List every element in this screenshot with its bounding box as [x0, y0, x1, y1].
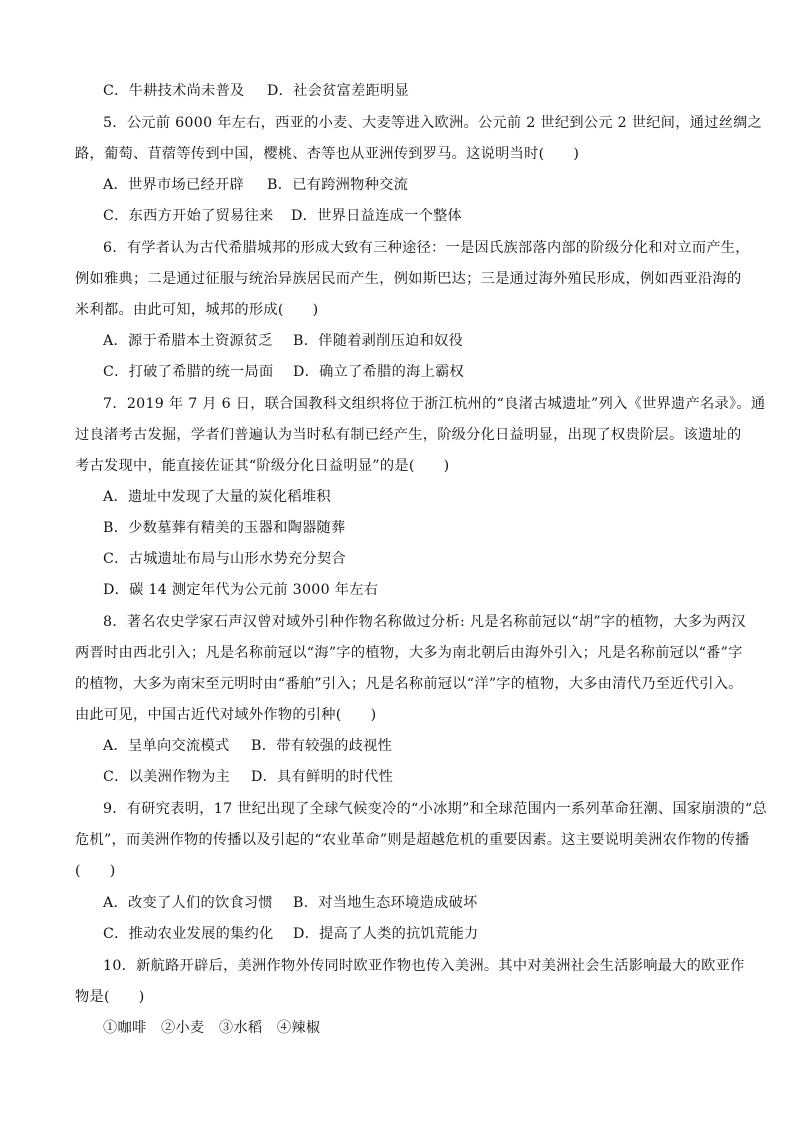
q4-options-cd	[103, 81, 410, 101]
q7-option-b: B．少数墓葬有精美的玉器和陶器随葬	[103, 520, 346, 536]
q7-option-a: A．遗址中发现了大量的炭化稻堆积	[103, 489, 331, 505]
q5-option-d: D．世界日益连成一个整体	[291, 208, 463, 224]
q9-option-b: B．对当地生态环境造成破坏	[293, 895, 478, 911]
q6-stem-line3: 米利都。由此可知，城邦的形成( )	[75, 302, 319, 318]
q8-options-ab	[103, 736, 393, 756]
q6-option-b: B．伴随着剥削压迫和奴役	[293, 333, 464, 349]
q9-options-cd	[103, 924, 479, 944]
q8-stem-line3: 的植物，大多为南宋至元明时由“番舶”引入；凡是名称前冠以“洋”字的植物，大多由清代乃至近代引入。	[75, 676, 743, 692]
q10-stem-line1: 10．新航路开辟后，美洲作物外传同时欧亚作物也传入美洲。其中对美洲社会生活影响最大的欧亚作	[103, 958, 745, 974]
q8-stem-line1: 8．著名农史学家石声汉曾对域外引种作物名称做过分析: 凡是名称前冠以“胡”字的植物，大多为两汉	[103, 614, 746, 630]
q9-stem-line2: 危机”，而美洲作物的传播以及引起的“农业革命”则是超越危机的重要因素。这主要说明美洲农作物的传播	[75, 832, 750, 848]
q5-options-ab	[103, 175, 409, 195]
q8-option-a: A．呈单向交流模式	[103, 738, 230, 754]
q5-option-a: A．世界市场已经开辟	[103, 177, 244, 193]
q9-option-c: C．推动农业发展的集约化	[103, 926, 274, 942]
q6-option-a: A．源于希腊本土资源贫乏	[103, 333, 273, 349]
q9-stem-line1: 9．有研究表明，17 世纪出现了全球气候变冷的“小冰期”和全球范围内一系列革命狂潮、国家崩溃的“总	[103, 801, 767, 817]
q5-stem-line1: 5．公元前 6000 年左右，西亚的小麦、大麦等进入欧洲。公元前 2 世纪到公元 2 世纪间，通过丝绸之	[103, 115, 763, 131]
q8-option-b: B．带有较强的歧视性	[251, 738, 393, 754]
q5-options-cd	[103, 206, 463, 226]
q8-option-d: D．具有鲜明的时代性	[251, 769, 394, 785]
q6-options-cd	[103, 362, 465, 382]
q6-options-ab	[103, 331, 464, 351]
q8-stem-line4: 由此可见，中国古近代对域外作物的引种( )	[75, 707, 377, 723]
q7-stem-line3: 考古发现中，能直接佐证其“阶级分化日益明显”的是( )	[75, 458, 450, 474]
q6-stem-line1: 6．有学者认为古代希腊城邦的形成大致有三种途径：一是因氏族部落内部的阶级分化和对立而产生，	[103, 240, 750, 256]
q10-choices: ①咖啡 ②小麦 ③水稻 ④辣椒	[103, 1020, 321, 1036]
q6-option-c: C．打破了希腊的统一局面	[103, 364, 274, 380]
q7-option-d: D．碳 14 测定年代为公元前 3000 年左右	[103, 582, 379, 598]
q8-option-c: C．以美洲作物为主	[103, 769, 231, 785]
q9-option-d: D．提高了人类的抗饥荒能力	[293, 926, 479, 942]
q7-stem-line2: 过良渚考古发掘，学者们普遍认为当时私有制已经产生，阶级分化日益明显，出现了权贵阶层。该遗址的	[75, 427, 742, 443]
q9-option-a: A．改变了人们的饮食习惯	[103, 895, 273, 911]
q10-stem-line2: 物是( )	[75, 989, 145, 1005]
q5-stem-line2: 路，葡萄、苜蓿等传到中国，樱桃、杏等也从亚洲传到罗马。这说明当时( )	[75, 146, 580, 162]
q9-stem-line3: ( )	[75, 863, 116, 879]
q7-option-c: C．古城遗址布局与山形水势充分契合	[103, 551, 346, 567]
q6-option-d: D．确立了希腊的海上霸权	[293, 364, 465, 380]
q8-options-cd	[103, 767, 394, 787]
q5-option-c: C．东西方开始了贸易往来	[103, 208, 274, 224]
q8-stem-line2: 两晋时由西北引入；凡是名称前冠以“海”字的植物，大多为南北朝后由海外引入；凡是名称前冠以“番”字	[75, 645, 743, 661]
q7-stem-line1: 7．2019 年 7 月 6 日，联合国教科文组织将位于浙江杭州的“良渚古城遗址”列入《世界遗产名录》。通	[103, 396, 766, 412]
q6-stem-line2: 例如雅典；二是通过征服与统治异族居民而产生，例如斯巴达；三是通过海外殖民形成，例如西亚沿海的	[75, 271, 742, 287]
q4-option-c: C．牛耕技术尚未普及	[103, 83, 245, 99]
q4-option-d: D．社会贫富差距明显	[267, 83, 410, 99]
q5-option-b: B．已有跨洲物种交流	[267, 177, 409, 193]
q9-options-ab	[103, 893, 478, 913]
